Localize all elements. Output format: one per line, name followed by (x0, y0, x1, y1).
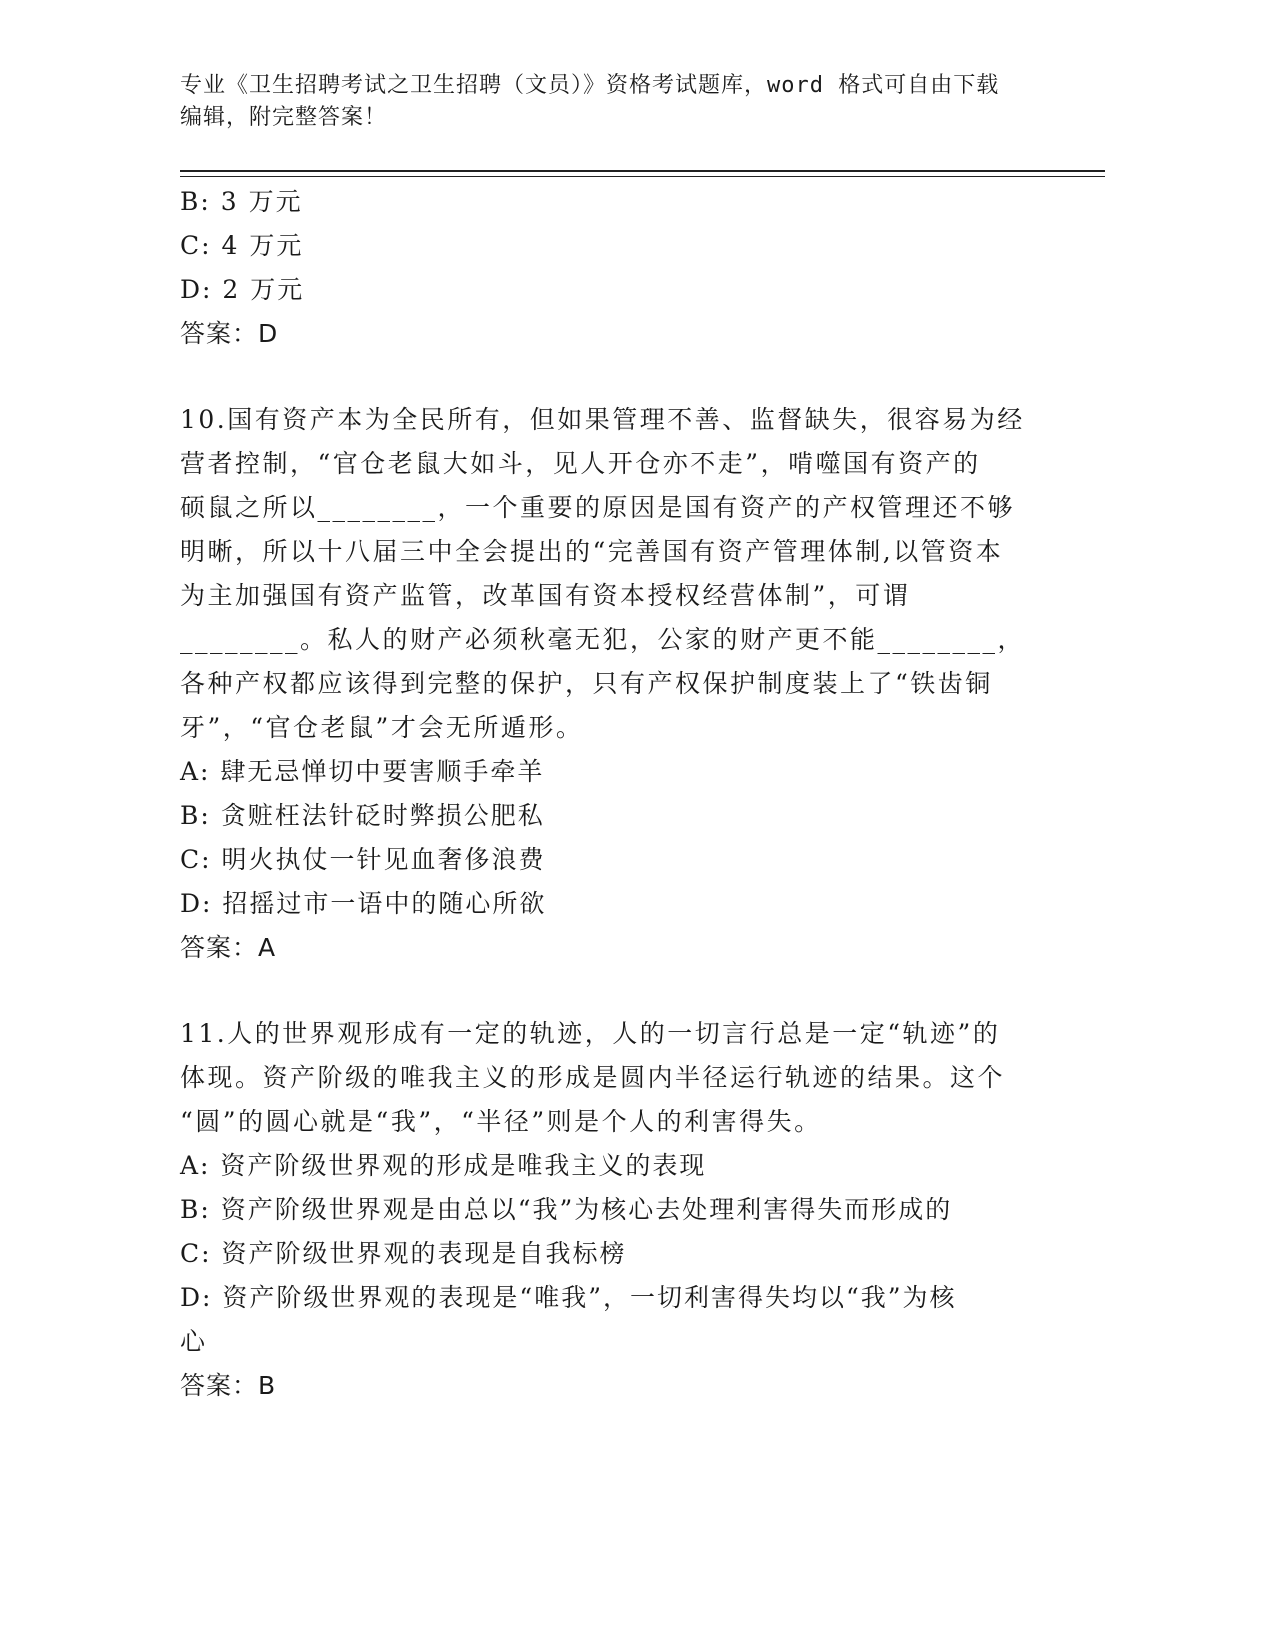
q11-stem (180, 1012, 1060, 1144)
q10-stem-line: 各种产权都应该得到完整的保护，只有产权保护制度装上了“铁齿铜 (180, 669, 993, 698)
question-11 (180, 1012, 1060, 1408)
q9-option-d: D: 2 万元 (180, 275, 305, 304)
q11-answer: 答案：B (180, 1371, 277, 1400)
q10-answer: 答案：A (180, 933, 277, 962)
header-line-1: 专业《卫生招聘考试之卫生招聘（文员）》资格考试题库，word 格式可自由下载 (180, 73, 1000, 98)
q11-option-d: D: 资产阶级世界观的表现是“唯我”，一切利害得失均以“我”为核 (180, 1283, 957, 1312)
q10-stem-line: 硕鼠之所以________，一个重要的原因是国有资产的产权管理还不够 (180, 493, 1016, 522)
header-line-2: 编辑，附完整答案！ (180, 105, 388, 130)
q10-stem-line: 营者控制，“官仓老鼠大如斗，见人开仓亦不走”，啃噬国有资产的 (180, 449, 981, 478)
q10-option-d: D: 招摇过市一语中的随心所欲 (180, 889, 547, 918)
q9-answer: 答案：D (180, 319, 279, 348)
q9-option-b: B: 3 万元 (180, 187, 303, 216)
q10-stem-line: ________。私人的财产必须秋毫无犯，公家的财产更不能________， (180, 625, 1026, 654)
q11-stem-line: 11.人的世界观形成有一定的轨迹，人的一切言行总是一定“轨迹”的 (180, 1019, 1001, 1048)
q10-stem-line: 牙”，“官仓老鼠”才会无所遁形。 (180, 713, 584, 742)
document-body (180, 180, 1060, 1408)
header-divider-thick (180, 170, 1105, 172)
q10-option-a: A: 肆无忌惮切中要害顺手牵羊 (180, 757, 545, 786)
q11-option-c: C: 资产阶级世界观的表现是自我标榜 (180, 1239, 627, 1268)
q9-option-c: C: 4 万元 (180, 231, 304, 260)
q10-stem-line: 明晰，所以十八届三中全会提出的“完善国有资产管理体制,以管资本 (180, 537, 1004, 566)
header-divider-thin (180, 176, 1105, 177)
q10-stem-line: 10.国有资产本为全民所有，但如果管理不善、监督缺失，很容易为经 (180, 405, 1025, 434)
question-9 (180, 180, 1060, 356)
q10-stem-line: 为主加强国有资产监管，改革国有资本授权经营体制”，可谓 (180, 581, 911, 610)
q10-stem (180, 398, 1060, 750)
q11-option-a: A: 资产阶级世界观的形成是唯我主义的表现 (180, 1151, 707, 1180)
q11-stem-line: “圆”的圆心就是“我”，“半径”则是个人的利害得失。 (180, 1107, 822, 1136)
q11-option-b: B: 资产阶级世界观是由总以“我”为核心去处理利害得失而形成的 (180, 1195, 953, 1224)
question-10 (180, 398, 1060, 970)
q11-option-d-continued: 心 (180, 1327, 208, 1356)
q11-stem-line: 体现。资产阶级的唯我主义的形成是圆内半径运行轨迹的结果。这个 (180, 1063, 1006, 1092)
q10-option-b: B: 贪赃枉法针砭时弊损公肥私 (180, 801, 545, 830)
q10-option-c: C: 明火执仗一针见血奢侈浪费 (180, 845, 546, 874)
document-header (180, 70, 1060, 134)
